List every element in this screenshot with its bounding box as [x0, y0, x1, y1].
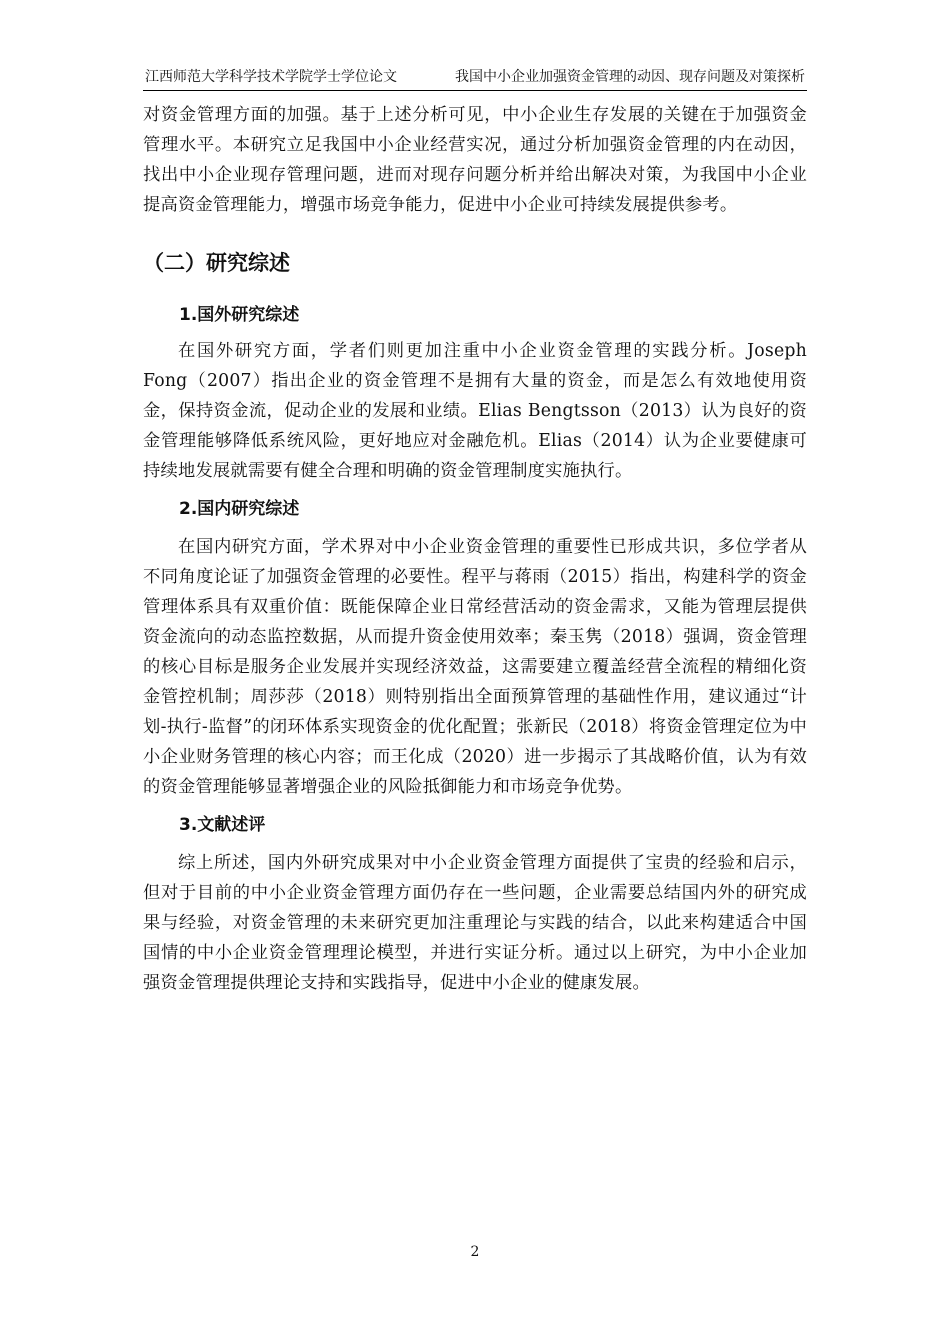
subheading-literature-commentary: 3.文献述评	[179, 815, 266, 835]
page-number: 2	[470, 1244, 480, 1260]
section-heading-research-review: （二）研究综述	[143, 251, 290, 275]
subheading-domestic-review: 2.国内研究综述	[179, 499, 300, 519]
running-header	[143, 60, 807, 91]
subheading-foreign-review: 1.国外研究综述	[179, 305, 300, 325]
intro-paragraph: 对资金管理方面的加强。基于上述分析可见，中小企业生存发展的关键在于加强资金管理水平。本研究立足我国中小企业经营实况，通过分析加强资金管理的内在动因，找出中小企业现存管理问题，进而对现存问题分析并给出解决对策，为我国中小企业提高资金管理能力，增强市场竞争能力，促进中小企业可持续发展提供参考。	[143, 105, 807, 215]
foreign-review-paragraph: 在国外研究方面，学者们则更加注重中小企业资金管理的实践分析。Joseph Fong（2007）指出企业的资金管理不是拥有大量的资金，而是怎么有效地使用资金，保持资金流，促动企业的发展和业绩。Elias Bengtsson（2013）认为良好的资金管理能够降低系统风险，更好地应对金融危机。Elias（2014）认为企业要健康可持续地发展就需要有健全合理和明确的资金管理制度实施执行。	[143, 341, 807, 481]
header-thesis-title: 我国中小企业加强资金管理的动因、现存问题及对策探析	[455, 69, 805, 85]
literature-commentary-paragraph: 综上所述，国内外研究成果对中小企业资金管理方面提供了宝贵的经验和启示，但对于目前的中小企业资金管理方面仍存在一些问题，企业需要总结国内外的研究成果与经验，对资金管理的未来研究更加注重理论与实践的结合，以此来构建适合中国国情的中小企业资金管理理论模型，并进行实证分析。通过以上研究，为中小企业加强资金管理提供理论支持和实践指导，促进中小企业的健康发展。	[143, 853, 807, 993]
header-university: 江西师范大学科学技术学院学士学位论文	[145, 69, 397, 85]
page-body	[143, 100, 807, 998]
domestic-review-paragraph: 在国内研究方面，学术界对中小企业资金管理的重要性已形成共识，多位学者从不同角度论证了加强资金管理的必要性。程平与蒋雨（2015）指出，构建科学的资金管理体系具有双重价值：既能保障企业日常经营活动的资金需求，又能为管理层提供资金流向的动态监控数据，从而提升资金使用效率；秦玉隽（2018）强调，资金管理的核心目标是服务企业发展并实现经济效益，这需要建立覆盖经营全流程的精细化资金管控机制；周莎莎（2018）则特别指出全面预算管理的基础性作用，建议通过“计划-执行-监督”的闭环体系实现资金的优化配置；张新民（2018）将资金管理定位为中小企业财务管理的核心内容；而王化成（2020）进一步揭示了其战略价值，认为有效的资金管理能够显著增强企业的风险抵御能力和市场竞争优势。	[143, 537, 807, 797]
